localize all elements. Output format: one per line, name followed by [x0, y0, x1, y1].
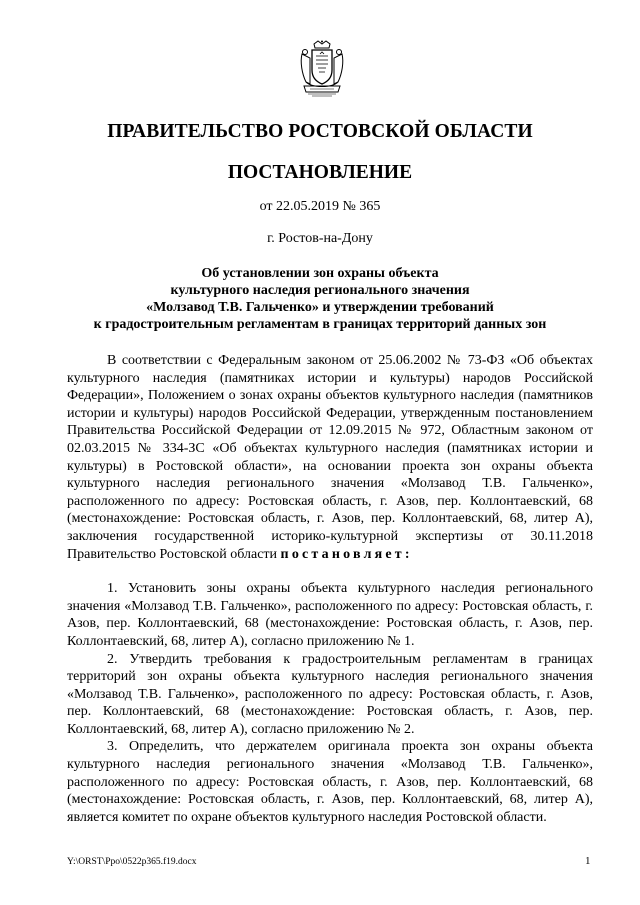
- document-date-number: от 22.05.2019 № 365: [259, 199, 381, 214]
- subject-line: культурного наследия регионального значения: [170, 283, 470, 298]
- page-number: 1: [585, 855, 591, 867]
- document-city: г. Ростов-на-Дону: [267, 231, 373, 246]
- document-body: [67, 352, 593, 826]
- preamble-text: В соответствии с Федеральным законом от 25.06.2002 № 73-ФЗ «Об объектах культурного наследия (памятниках истории и культуры) народов Российской Федерации», Положением о зонах охраны объектов культурного наследия (памятников истории и культуры) народов Российской Федерации, утвержденным постановлением Правительства Российской Федерации от 12.09.2015 № 972, Областным законом от 02.03.2015 № 334-ЗС «Об объектах культурного наследия (памятниках истории и культуры) в Ростовской области», на основании проекта зон охраны объекта культурного наследия регионального значения «Молзавод Т.В. Гальченко», расположенного по адресу: Ростовская область, г. Азов, пер. Коллонтаевский, 68 (местонахождение: Ростовская область, г. Азов, пер. Коллонтаевский, 68, литер А), заключения государственной историко-культурной экспертизы от 30.11.2018 Правительство Ростовской области: [67, 353, 593, 562]
- document-type-heading: ПОСТАНОВЛЕНИЕ: [227, 162, 413, 183]
- organization-title: ПРАВИТЕЛЬСТВО РОСТОВСКОЙ ОБЛАСТИ: [107, 121, 533, 142]
- item-3-paragraph: 3. Определить, что держателем оригинала проекта зон охраны объекта культурного наследия регионального значения «Молзавод Т.В. Гальченко», расположенного по адресу: Ростовская область, г. Азов, пер. Коллонтаевский, 68 (местонахождение: Ростовская область, г. Азов, пер. Коллонтаевский, 68, литер А), является комитет по охране объектов культурного наследия Ростовской области.: [67, 739, 593, 825]
- preamble-paragraph: [67, 352, 593, 563]
- item-1-paragraph: 1. Установить зоны охраны объекта культурного наследия регионального значения «Молзавод Т.В. Гальченко», расположенного по адресу: Ростовская область, г. Азов, пер. Коллонтаевский, 68 (местонахождение: Ростовская область, г. Азов, пер. Коллонтаевский, 68, литер А), согласно приложению № 1.: [67, 581, 593, 649]
- subject-line: Об установлении зон охраны объекта: [201, 266, 439, 281]
- subject-line: «Молзавод Т.В. Гальченко» и утверждении требований: [146, 300, 494, 315]
- document-subject: [60, 265, 580, 333]
- item-2-paragraph: 2. Утвердить требования к градостроительным регламентам в границах территорий зон охраны объекта культурного наследия регионального значения «Молзавод Т.В. Гальченко», расположенного по адресу: Ростовская область, г. Азов, пер. Коллонтаевский, 68 (местонахождение: Ростовская область, г. Азов, пер. Коллонтаевский, 68, литер А), согласно приложению № 2.: [67, 651, 593, 737]
- footer-file-path: Y:\ORST\Ppo\0522p365.f19.docx: [67, 857, 197, 867]
- subject-line: к градостроительным регламентам в границах территорий данных зон: [93, 317, 547, 332]
- decree-word: постановляет:: [280, 546, 413, 562]
- coat-of-arms-icon: [298, 40, 346, 98]
